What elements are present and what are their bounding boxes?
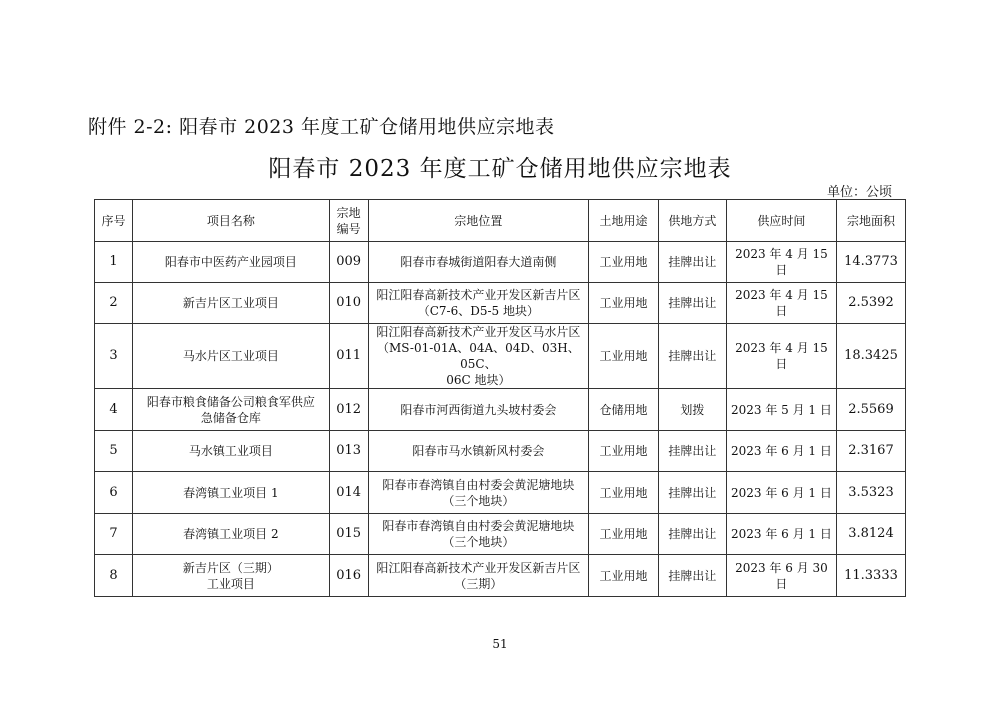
cell-location-line: 阳春市春城街道阳春大道南侧 <box>400 255 557 269</box>
cell-time: 2023 年 4 月 15 日 <box>726 283 836 324</box>
cell-name-line: 马水片区工业项目 <box>182 349 279 363</box>
cell-location-line: （三个地块） <box>442 493 515 508</box>
cell-name <box>133 514 330 555</box>
table-body <box>95 242 906 597</box>
cell-area: 14.3773 <box>836 242 905 283</box>
header-name: 项目名称 <box>133 200 330 242</box>
cell-code: 014 <box>329 472 368 514</box>
cell-location-line: 06C 地块） <box>446 373 511 387</box>
cell-name-line: 春湾镇工业项目 1 <box>183 485 279 500</box>
cell-use: 工业用地 <box>588 431 658 472</box>
cell-location <box>368 324 588 389</box>
cell-name-line: 急储备仓库 <box>200 410 261 425</box>
header-location: 宗地位置 <box>368 200 588 242</box>
cell-area: 2.5392 <box>836 283 905 324</box>
cell-location-line: 阳江阳春高新技术产业开发区马水片区 <box>376 325 581 339</box>
cell-location <box>368 555 588 597</box>
cell-name <box>133 431 330 472</box>
cell-time: 2023 年 6 月 1 日 <box>726 431 836 472</box>
cell-name-line: 新吉片区工业项目 <box>182 296 279 310</box>
cell-method: 挂牌出让 <box>658 242 726 283</box>
cell-location-line: （三个地块） <box>442 535 515 549</box>
table-row <box>95 389 906 431</box>
cell-location-line: 阳江阳春高新技术产业开发区新吉片区 <box>376 288 581 302</box>
cell-no: 5 <box>95 431 133 472</box>
cell-location-line: 阳春市春湾镇自由村委会黄泥塘地块 <box>382 477 575 492</box>
cell-method: 挂牌出让 <box>658 472 726 514</box>
cell-name-line: 春湾镇工业项目 2 <box>183 527 279 541</box>
cell-time: 2023 年 6 月 1 日 <box>726 472 836 514</box>
cell-name-line: 阳春市中医药产业园项目 <box>164 255 297 269</box>
header-use: 土地用途 <box>588 200 658 242</box>
table-row <box>95 242 906 283</box>
cell-code: 012 <box>329 389 368 431</box>
table-row <box>95 431 906 472</box>
cell-method: 划拨 <box>658 389 726 431</box>
cell-time: 2023 年 4 月 15 日 <box>726 242 836 283</box>
cell-method: 挂牌出让 <box>658 283 726 324</box>
cell-location <box>368 389 588 431</box>
cell-no: 8 <box>95 555 133 597</box>
cell-location-line: 阳春市春湾镇自由村委会黄泥塘地块 <box>382 519 575 533</box>
cell-method: 挂牌出让 <box>658 514 726 555</box>
header-method: 供地方式 <box>658 200 726 242</box>
cell-use: 工业用地 <box>588 514 658 555</box>
cell-area: 11.3333 <box>836 555 905 597</box>
cell-use: 工业用地 <box>588 283 658 324</box>
cell-location <box>368 431 588 472</box>
table-row <box>95 472 906 514</box>
cell-time: 2023 年 4 月 15 日 <box>726 324 836 389</box>
header-code <box>329 200 368 242</box>
cell-code: 013 <box>329 431 368 472</box>
cell-location-line: 阳春市马水镇新风村委会 <box>412 444 545 458</box>
cell-name <box>133 472 330 514</box>
table-row <box>95 324 906 389</box>
cell-method: 挂牌出让 <box>658 431 726 472</box>
cell-location-line: 阳江阳春高新技术产业开发区新吉片区 <box>376 560 581 575</box>
cell-use: 工业用地 <box>588 324 658 389</box>
table-row <box>95 555 906 597</box>
cell-area: 3.5323 <box>836 472 905 514</box>
cell-name <box>133 324 330 389</box>
cell-location-line: （C7-6、D5-5 地块） <box>417 304 539 318</box>
table-row <box>95 283 906 324</box>
cell-no: 1 <box>95 242 133 283</box>
cell-method: 挂牌出让 <box>658 555 726 597</box>
cell-use: 工业用地 <box>588 242 658 283</box>
cell-no: 3 <box>95 324 133 389</box>
header-area: 宗地面积 <box>836 200 905 242</box>
header-code-line1: 宗地 <box>336 205 361 220</box>
cell-location-line: （MS-01-01A、04A、04D、03H、05C、 <box>376 341 580 371</box>
table-row <box>95 514 906 555</box>
page-number: 51 <box>492 637 508 651</box>
cell-use: 工业用地 <box>588 472 658 514</box>
cell-area: 3.8124 <box>836 514 905 555</box>
cell-method: 挂牌出让 <box>658 324 726 389</box>
cell-no: 7 <box>95 514 133 555</box>
cell-time: 2023 年 5 月 1 日 <box>726 389 836 431</box>
header-time: 供应时间 <box>726 200 836 242</box>
cell-name <box>133 242 330 283</box>
cell-code: 010 <box>329 283 368 324</box>
cell-location <box>368 514 588 555</box>
cell-name <box>133 389 330 431</box>
cell-time: 2023 年 6 月 30 日 <box>726 555 836 597</box>
header-no: 序号 <box>95 200 133 242</box>
cell-area: 2.3167 <box>836 431 905 472</box>
cell-location <box>368 472 588 514</box>
unit-label: 单位：公顷 <box>826 185 892 200</box>
table-header <box>95 200 906 242</box>
page-title: 阳春市 2023 年度工矿仓储用地供应宗地表 <box>268 156 732 182</box>
attachment-title: 附件 2-2: 阳春市 2023 年度工矿仓储用地供应宗地表 <box>88 116 555 138</box>
cell-no: 6 <box>95 472 133 514</box>
cell-name-line: 马水镇工业项目 <box>188 444 273 458</box>
cell-name-line: 阳春市粮食储备公司粮食军供应 <box>146 394 315 409</box>
cell-name-line: 工业项目 <box>206 576 255 591</box>
cell-time: 2023 年 6 月 1 日 <box>726 514 836 555</box>
cell-area: 2.5569 <box>836 389 905 431</box>
cell-area: 18.3425 <box>836 324 905 389</box>
cell-code: 011 <box>329 324 368 389</box>
cell-code: 009 <box>329 242 368 283</box>
cell-no: 4 <box>95 389 133 431</box>
cell-use: 工业用地 <box>588 555 658 597</box>
header-code-line2: 编号 <box>336 221 361 236</box>
cell-location <box>368 283 588 324</box>
cell-location <box>368 242 588 283</box>
land-supply-table <box>94 199 906 597</box>
cell-code: 015 <box>329 514 368 555</box>
cell-no: 2 <box>95 283 133 324</box>
cell-location-line: 阳春市河西街道九头坡村委会 <box>400 402 557 417</box>
cell-location-line: （三期） <box>454 576 503 591</box>
cell-name-line: 新吉片区（三期） <box>182 560 279 575</box>
cell-name <box>133 555 330 597</box>
cell-name <box>133 283 330 324</box>
cell-code: 016 <box>329 555 368 597</box>
cell-use: 仓储用地 <box>588 389 658 431</box>
